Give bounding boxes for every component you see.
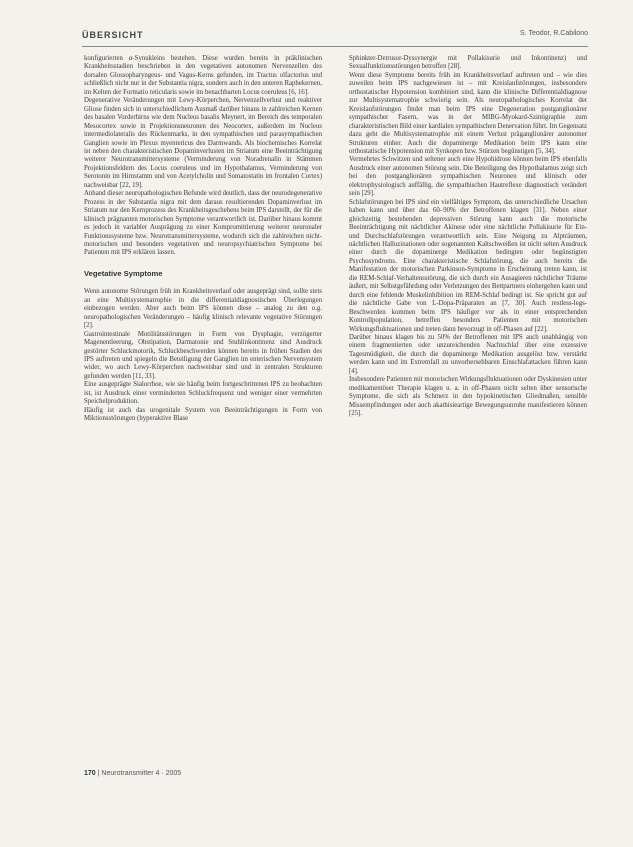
paragraph: Gastrointestinale Motilitätsstörungen in Form von Dysphagie, verzögerter Magenentleerung, Obstipation, Darmatonie und Stuhlinkontinenz sind Ausdruck gestörter Schluckmotorik, Schluckbeschwerden können bereits in frühen Stadien des IPS auftreten und spiegeln die Beteiligung der Ganglien im enterischen Nervensystem wider, wo auch Lewy-Körperchen nachweisbar sind und in zentralen Strukturen gefunden werden [11, 33]. xyxy=(84,330,322,380)
paragraph: Eine ausgeprägte Sialorrhoe, wie sie häufig beim fortgeschrittenen IPS zu beobachten ist, ist Ausdruck einer verminderten Schluckfrequenz und weniger einer vermehrten Speichelproduktion. xyxy=(84,381,322,406)
paragraph: Wenn autonome Störungen früh im Krankheitsverlauf oder ausgeprägt sind, sollte stets an eine Multisystematrophie in die differentialdiagnostischen Überlegungen einbezogen werden. Aber auch beim IPS können diese – analog zu den o.g. neuropathologischen Veränderungen – häufig klinisch relevante vegetative Störungen [2]. xyxy=(84,288,322,330)
page-footer xyxy=(84,770,181,777)
paragraph: Häufig ist auch das urogenitale System von Beeinträchtigungen in Form von Miktionsstörungen (hyperaktive Blase xyxy=(84,406,322,423)
section-heading: Vegetative Symptome xyxy=(84,268,163,278)
author-line: S. Teodor, R.Cabilono xyxy=(520,30,588,37)
paragraph: Vermehrtes Schwitzen und seltener auch eine Hypohidrose können beim IPS ebenfalls Ausdruck einer autonomen Störung sein. Die Beteiligung des Hypothalamus zeigt sich bei den postganglionären sympathischen Neuronen und klinisch oder elektrophysiologisch auffällig, die sympathischen Hautreflexe diagnostisch verändert sein [29]. xyxy=(349,156,587,198)
paragraph: Sphinkter-Detrusor-Dyssynergie mit Pollakisurie und Inkontinenz) und Sexualfunktionsstörungen betroffen [28]. xyxy=(349,55,587,71)
journal-name: Neurotransmitter 4 · 2005 xyxy=(101,770,182,777)
running-header xyxy=(82,30,588,44)
paragraph: Insbesondere Patienten mit motorischen Wirkungsfluktuationen oder Dyskinesien unter medikamentöser Therapie klagen u. a. in off-Phasen nicht selten über sensorische Symptome, die sich als Schmerz in den hypokinetischen Gliedmaßen, sensible Missempfindungen oder auch akathisieartige Bewegungsunruhe manifestieren können [25]. xyxy=(349,376,588,418)
section-label: ÜBERSICHT xyxy=(82,30,144,40)
paragraph: Anhand dieser neuropathologischen Befunde wird deutlich, dass der neurodegenerative Prozess in der Substantia nigra mit dem daraus resultierenden Dopaminverlust im Striatum nur den Kernprozess des Krankheitsgeschehens beim IPS darstellt, der für die klinisch prägnanten motorischen Symptome verantwortlich ist. Darüber hinaus kommt es jedoch in variabler Ausprägung zu einer Kompromittierung weiterer neuronaler Funktionssysteme bzw. Neurotransmittersysteme, wodurch sich die zahlreichen nicht-motorischen und besonders vegetativen und neuropsychiatrischen Symptome bei Patienten mit IPS erklären lassen. xyxy=(84,190,322,257)
header-divider xyxy=(82,46,588,47)
right-column xyxy=(349,55,587,418)
footer-separator: | xyxy=(97,770,102,777)
paragraph: Degenerative Veränderungen mit Lewy-Körperchen, Nervenzellverlust und reaktiver Gliose finden sich in unterschiedlichem Ausmaß darüber hinaus in zahlreichen Kernen des basalen Vorderhirns wie dem Nucleus basalis Meynert, im Bereich des temporalen Mesocortex sowie in Projektionsneuronen des Neocortex, außerdem im Nucleus intermediolateralis des Rückenmarks, in den sympathischen und parasympathischen Ganglien sowie im Plexus myentericus des Darmwands. Als biochemisches Korrelat ist neben den charakteristischen Dopaminverlusten im Striatum eine Beeinträchtigung weiterer Neurotransmittersysteme (Verminderung von Noradrenalin in Stämmen Projektionsfeldern des Locus coeruleus und im Hypothalamus, Verminderung von Serotonin im Hirnstamm und von Acetylcholin und Somatostatin im frontalen Cortex) nachweisbar [22, 19]. xyxy=(84,97,322,189)
left-column xyxy=(84,55,322,424)
paragraph: konfigurierten α-Synukleins bestehen. Diese wurden bereits in präklinischen Krankheitsstadien beschrieben in den vegetativen autonomen Nervenzellen des dorsalen Glossopharyngeus- und Vagus-Kerns gefunden, im Tractus olfactorius und schließlich nicht nur in der Substantia nigra, sondern auch in den unteren Raphekernen, im Kelten der Formatio reticularis sowie im benachbarten Locus coeruleus [6, 16]. xyxy=(84,55,322,96)
paragraph: Schlafstörungen bei IPS sind ein vielfältiges Symptom, das unterschiedliche Ursachen haben kann und über das 60–90% der Betroffenen klagen [31]. Neben einer gleichzeitig bestehenden depressiven Störung kann auch die motorische Beeinträchtigung mit nächtlicher Akinese oder eine nächtliche Pollakisurie für Ein- und Durchschlafstörungen verantwortlich sein. Eine Neigung zu Alpträumen, nächtlichen Halluzinationen oder sogenannten Kaltschweißen ist nicht selten Ausdruck einer durch die dopaminerge Medikation bedingten oder begünstigten Psychosyndroms. Eine charakteristische Schlafstörung, die auch bereits die Manifestation der motorischen Parkinson-Symptome in Erscheinung treten kann, ist die REM-Schlaf-Verhaltensstörung, die sich durch ein Ausagieren nächtlicher Träume äußert, mit Selbstgefährdung oder Verletzungen des Bettpartners einhergehen kann und durch eine fehlende Muskelinhibition im REM-Schlaf bedingt ist. Sie spricht gut auf die nächtliche Gabe von L-Dopa-Präparaten an [7, 30]. Auch restless-legs-Beschwerden kommen beim IPS häufiger vor als in einer entsprechenden Kontrollpopulation, betreffen besonders Patienten mit motorischen Wirkungsfluktuationen und treten dann bevorzugt in off-Phasen auf [22]. xyxy=(349,198,587,333)
paragraph: Wenn diese Symptome bereits früh im Krankheitsverlauf auftreten und – wie dies zuweilen beim IPS nachgewiesen ist – mit Kreislaufstörungen, insbesondere orthostatischer Hypotension kombiniert sind, kann die klinische Differentialdiagnose zur Multisystematrophie schwierig sein. Als neuropathologisches Korrelat der Kreislaufstörungen findet man beim IPS eine Degeneration postganglionärer sympathischer Fasern, was in der MIBG-Myokard-Szintigraphie zum charakteristischen Bild einer kardialen sympathischen Denervation führt. Im Gegensatz dazu geht die Multisystematrophie mit einem Verlust präganglionärer autonomer Strukturen einher. Auch die dopaminerge Medikation beim IPS kann eine orthostatische Hypotension mit Synkopen bzw. Stürzen begünstigen [5, 34]. xyxy=(349,71,587,155)
page-number: 170 xyxy=(84,770,96,777)
paragraph: Darüber hinaus klagen bis zu 50% der Betroffenen mit IPS auch unabhängig von einem fragmentierten oder unzureichenden Nachtschlaf über eine exzessive Tagesmüdigkeit, die durch die dopaminerge Medikation ausgelöst bzw. verstärkt werden kann und im Extremfall zu unvorhersehbaren Einschlafattacken führen kann [4]. xyxy=(349,333,587,375)
